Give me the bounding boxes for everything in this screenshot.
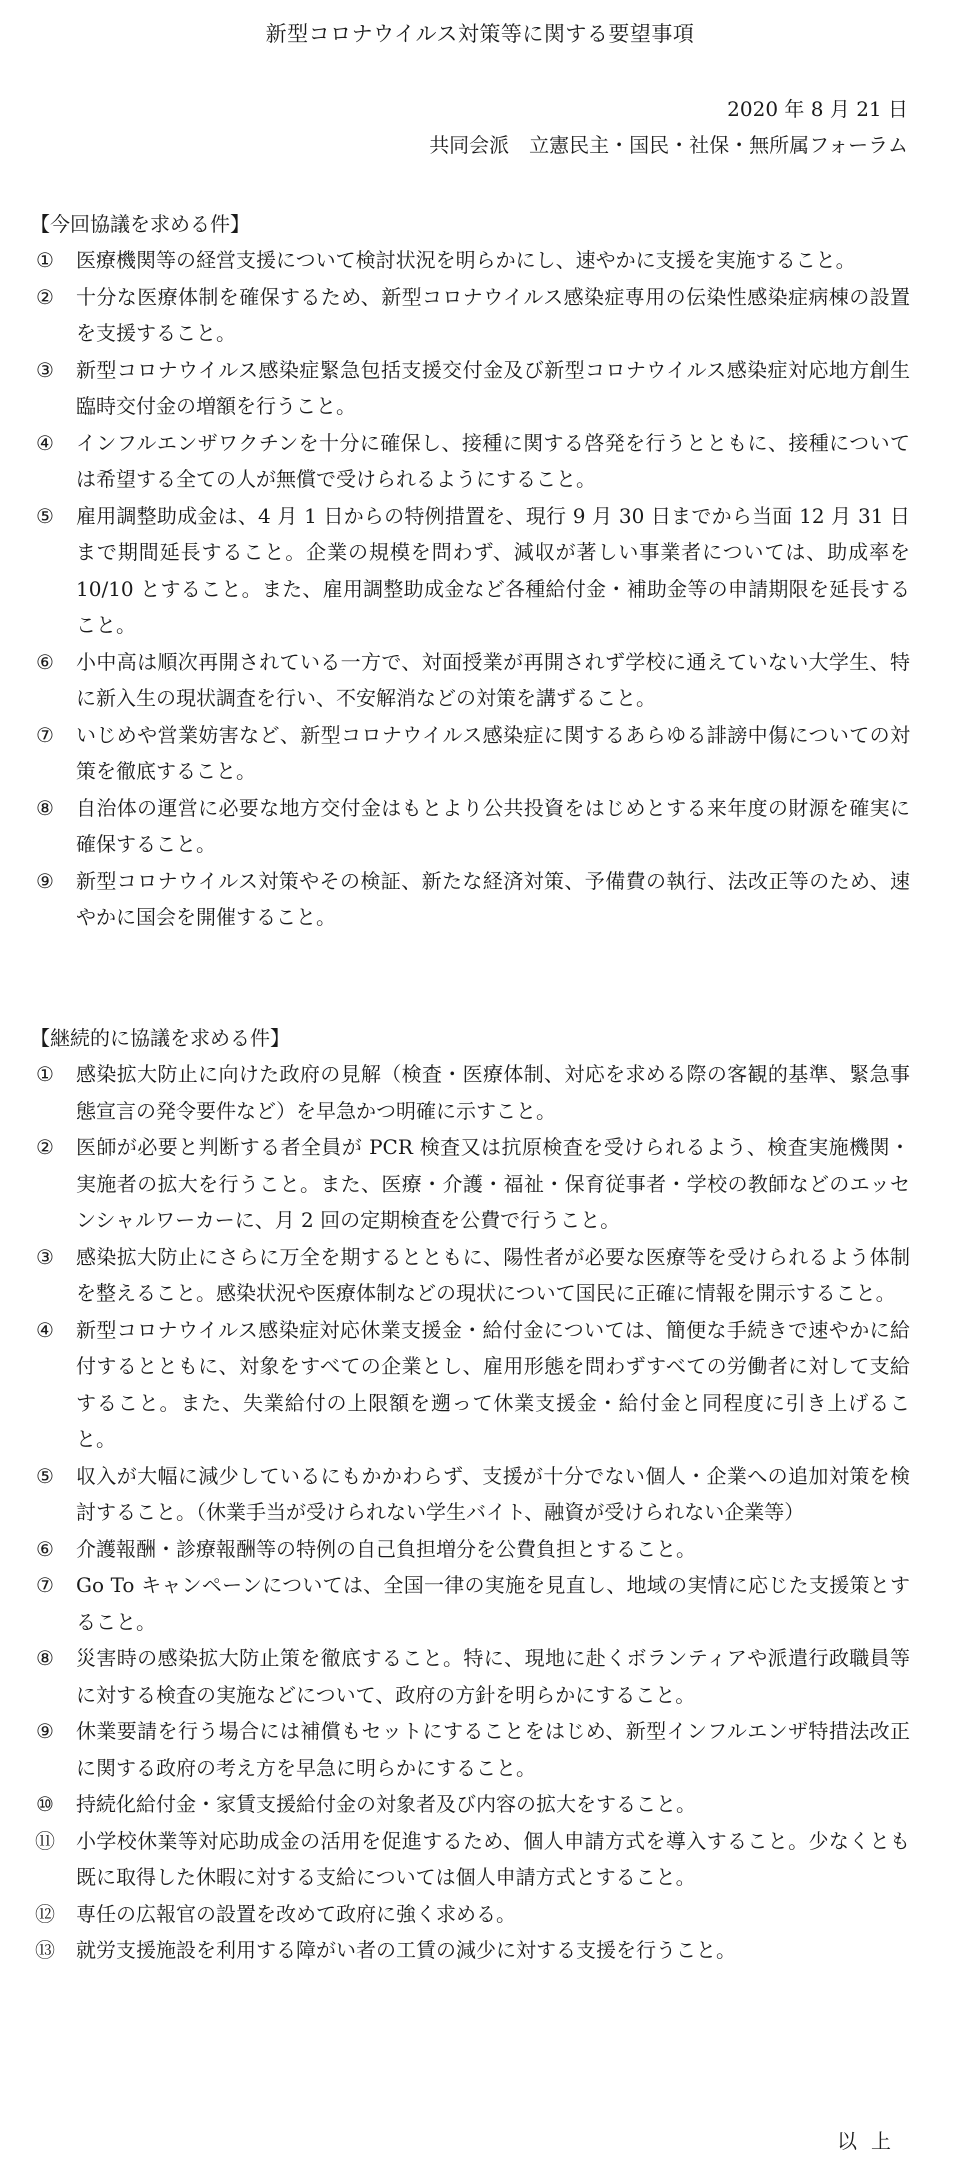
item-number: ⑧ [36,795,54,820]
closing-remark: 以上 [837,2129,905,2153]
item-number: ⑤ [36,503,54,528]
list-item [30,1713,910,1786]
item-number: ⑩ [36,1792,54,1816]
list-item [30,644,910,717]
item-text: 小学校休業等対応助成金の活用を促進するため、個人申請方式を導入すること。少なくとも既に取得した休暇に対する支給については個人申請方式とすること。 [76,1828,910,1889]
list-item [30,352,910,425]
item-text: 休業要請を行う場合には補償もセットにすることをはじめ、新型インフルエンザ特措法改正に関する政府の考え方を早急に明らかにすること。 [76,1719,910,1780]
list-item [30,717,910,790]
item-number: ① [36,248,54,272]
document-title: 新型コロナウイルス対策等に関する要望事項 [265,22,695,46]
list-item [30,1823,910,1896]
list-item [30,1567,910,1640]
item-text: 新型コロナウイルス感染症対応休業支援金・給付金については、簡便な手続きで速やかに給付するとともに、対象をすべての企業とし、雇用形態を問わずすべての労働者に対して支給すること。また、失業給付の上限額を遡って休業支援金・給付金と同程度に引き上げること。 [76,1317,910,1451]
item-text: 専任の広報官の設置を改めて政府に強く求める。 [76,1901,516,1926]
list-item [30,1640,910,1713]
list-item [30,790,910,863]
document-date: 2020 年 8 月 21 日 [727,97,908,121]
item-number: ② [36,284,54,309]
list-item [30,863,910,936]
list-item [30,1458,910,1531]
item-text: 就労支援施設を利用する障がい者の工賃の減少に対する支援を行うこと。 [76,1938,736,1962]
item-text: インフルエンザワクチンを十分に確保し、接種に関する啓発を行うとともに、接種については希望する全ての人が無償で受けられるようにすること。 [76,430,910,491]
item-text: 十分な医療体制を確保するため、新型コロナウイルス感染症専用の伝染性感染症病棟の設置を支援すること。 [76,284,910,345]
section-heading: 【継続的に協議を求める件】 [30,1026,290,1050]
item-text: 医療機関等の経営支援について検討状況を明らかにし、速やかに支援を実施すること。 [76,248,856,272]
item-number: ④ [36,1317,54,1342]
item-text: 新型コロナウイルス対策やその検証、新たな経済対策、予備費の執行、法改正等のため、速やかに国会を開催すること。 [76,868,910,929]
list-item [30,1531,910,1568]
item-number: ⑧ [36,1646,54,1670]
item-number: ⑤ [36,1463,54,1488]
item-text: 感染拡大防止にさらに万全を期するとともに、陽性者が必要な医療等を受けられるよう体制を整えること。感染状況や医療体制などの現状について国民に正確に情報を開示すること。 [76,1244,910,1305]
item-number: ⑨ [36,868,54,893]
item-number: ⑪ [35,1828,55,1853]
list-item [30,425,910,498]
list-item [30,242,910,279]
list-item [30,1312,910,1458]
item-text: 収入が大幅に減少しているにもかかわらず、支援が十分でない個人・企業への追加対策を検討すること。（休業手当が受けられない学生バイト、融資が受けられない企業等） [76,1463,910,1524]
item-number: ⑨ [36,1719,54,1743]
item-text: 小中高は順次再開されている一方で、対面授業が再開されず学校に通えていない大学生、特に新入生の現状調査を行い、不安解消などの対策を講ずること。 [76,649,910,710]
item-text: 災害時の感染拡大防止策を徹底すること。特に、現地に赴くボランティアや派遣行政職員等に対する検査の実施などについて、政府の方針を明らかにすること。 [76,1646,910,1707]
request-list [30,1056,910,1969]
item-text: 医師が必要と判断する者全員が PCR 検査又は抗原検査を受けられるよう、検査実施機関・実施者の拡大を行うこと。また、医療・介護・福祉・保育従事者・学校の教師などのエッセンシャルワーカーに、月 2 回の定期検査を公費で行うこと。 [76,1135,910,1232]
list-item [30,1786,910,1823]
item-number: ⑫ [35,1901,55,1926]
list-item [30,1056,910,1129]
item-number: ② [36,1135,54,1159]
item-number: ⑦ [36,1573,54,1597]
section-continuing-requests [30,1020,910,1969]
list-item [30,498,910,644]
item-text: Go To キャンペーンについては、全国一律の実施を見直し、地域の実情に応じた支援策とすること。 [76,1573,910,1634]
list-item [30,1129,910,1239]
item-number: ⑦ [36,722,54,747]
item-number: ④ [36,430,54,455]
item-text: 新型コロナウイルス感染症緊急包括支援交付金及び新型コロナウイルス感染症対応地方創生臨時交付金の増額を行うこと。 [76,357,910,418]
item-number: ③ [36,357,54,382]
item-text: いじめや営業妨害など、新型コロナウイルス感染症に関するあらゆる誹謗中傷についての対策を徹底すること。 [76,722,910,783]
section-heading: 【今回協議を求める件】 [30,212,250,236]
item-text: 持続化給付金・家賃支援給付金の対象者及び内容の拡大をすること。 [76,1792,696,1816]
list-item [30,1239,910,1312]
item-number: ⑥ [36,649,54,674]
item-text: 雇用調整助成金は、4 月 1 日からの特例措置を、現行 9 月 30 日までから当面 12 月 31 日まで期間延長すること。企業の規模を問わず、減収が著しい事業者については、助成率を 10/10 とすること。また、雇用調整助成金など各種給付金・補助金等の申請期限を延長すること。 [76,503,910,637]
document-author: 共同会派 立憲民主・国民・社保・無所属フォーラム [429,133,908,157]
item-text: 介護報酬・診療報酬等の特例の自己負担増分を公費負担とすること。 [76,1536,696,1561]
list-item [30,1896,910,1933]
section-current-requests [30,206,910,936]
item-text: 感染拡大防止に向けた政府の見解（検査・医療体制、対応を求める際の客観的基準、緊急事態宣言の発令要件など）を早急かつ明確に示すこと。 [76,1062,910,1123]
item-text: 自治体の運営に必要な地方交付金はもとより公共投資をはじめとする来年度の財源を確実に確保すること。 [76,795,910,856]
list-item [30,1932,910,1969]
request-list [30,242,910,936]
item-number: ① [36,1062,54,1086]
list-item [30,279,910,352]
item-number: ⑥ [36,1536,54,1561]
item-number: ③ [36,1244,54,1269]
item-number: ⑬ [35,1938,55,1962]
